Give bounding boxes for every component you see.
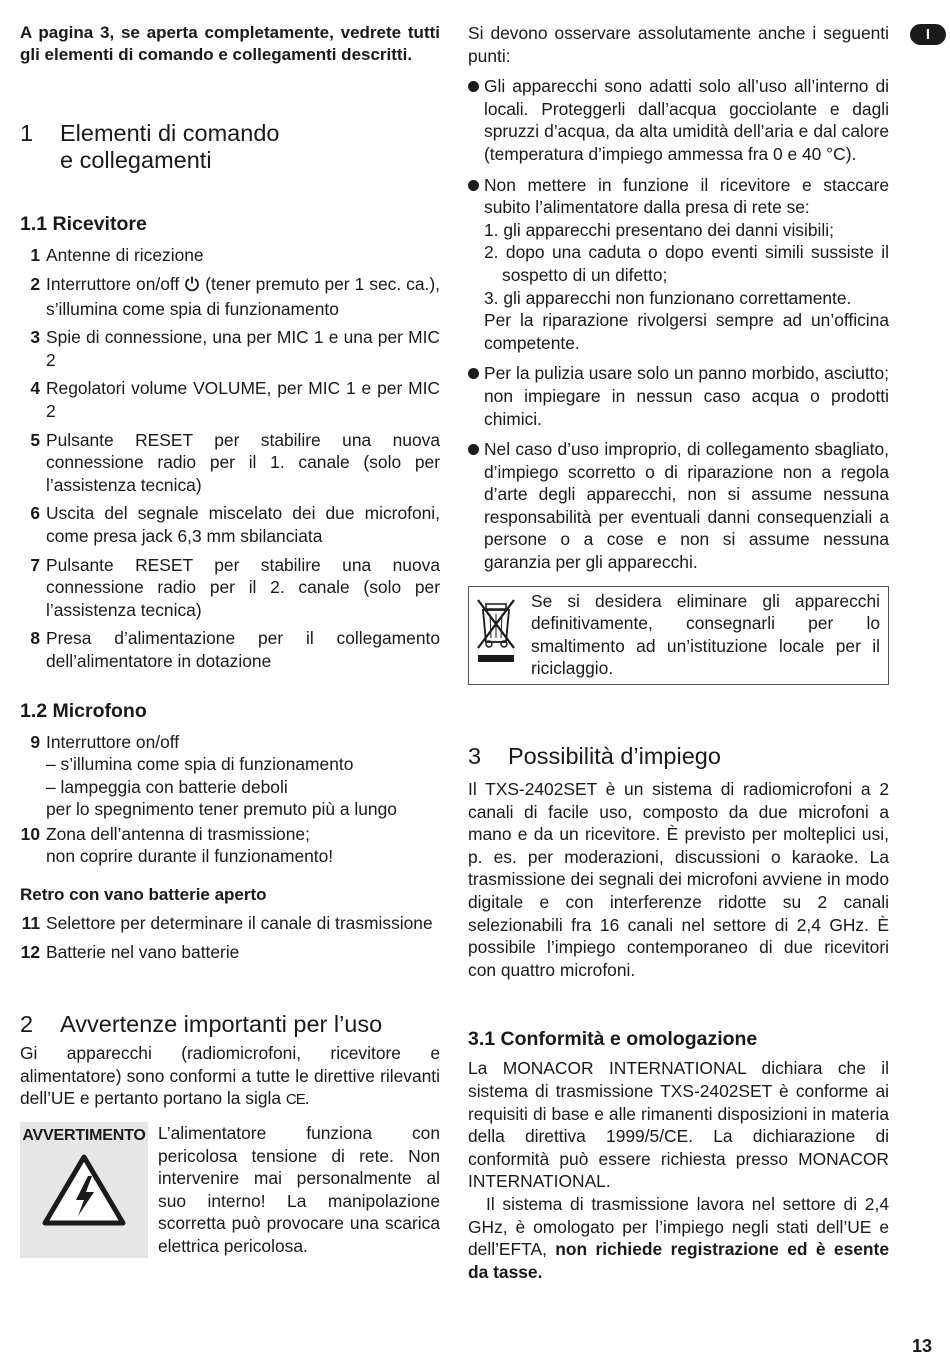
item-text: Selettore per determinare il canale di trasmissione <box>46 913 433 934</box>
item-text: per lo spegnimento tener premuto più a lungo <box>46 799 397 820</box>
bullet-sub-item: 2. dopo una caduta o dopo eventi simili sussiste il sospetto di un difetto; <box>484 242 889 285</box>
high-voltage-icon <box>20 1154 148 1231</box>
section-3-heading <box>468 743 889 770</box>
item-number: 9 <box>30 731 40 752</box>
intro-text: A pagina 3, se aperta completamente, vedrete tutti gli elementi di comando e collegamenti descritti. <box>20 23 440 65</box>
item-number: 11 <box>21 913 40 934</box>
section-title-line2: e collegamenti <box>60 147 212 174</box>
bullet-item <box>468 362 889 430</box>
item-number: 8 <box>30 628 40 649</box>
bullet-item <box>468 174 889 355</box>
item-text: Regolatori volume VOLUME, per MIC 1 e per MIC 2 <box>46 378 440 421</box>
section-3-paragraph: Il TXS-2402SET è un sistema di radiomicrofoni a 2 canali di facile uso, composto da due microfoni a mano e da un ricevitore. È previsto per molteplici usi, p. es. per moderazioni, discussioni o karaoke. La trasmissione dei segnali dei microfoni avviene in modo digitale e con interferenze ridotte su 2 canali selezionabili fra 16 canali nel settore di 2,4 GHz. È possibile l’impiego contemporaneo di due ricevitori con quattro microfoni. <box>468 779 889 980</box>
item-number: 10 <box>20 823 40 844</box>
warning-label: AVVERTIMENTO <box>22 1127 146 1145</box>
subsection-1-2-heading: 1.2 Microfono <box>20 699 147 722</box>
crossed-bin-icon <box>469 590 523 680</box>
list-item <box>20 244 440 267</box>
points-intro: Si devono osservare assolutamente anche i seguenti punti: <box>468 23 889 66</box>
item-text: Spie di connessione, una per MIC 1 e una per MIC 2 <box>46 327 440 370</box>
section-3-1-paragraph-2 <box>468 1193 889 1283</box>
list-item <box>20 912 440 935</box>
ce-mark: CE <box>285 1091 305 1109</box>
section-3-1-paragraph-1: La MONACOR INTERNATIONAL dichiara che il sistema di trasmissione TXS-2402SET è conforme ai requisiti di base e alle rimanenti disposizioni in materia della direttiva 1999/5/CE. La dichiarazione di conformità può essere richiesta presso MONACOR INTERNATIONAL. <box>468 1058 889 1192</box>
paragraph-text: Il sistema di trasmissione lavora nel settore di 2,4 GHz, è omologato per l’impiego negli stati dell’UE e dell’EFTA, <box>468 1193 889 1260</box>
left-column <box>20 22 440 1258</box>
subsection-3-1-heading: 3.1 Conformità e omologazione <box>468 1028 758 1051</box>
section-2-heading <box>20 1011 440 1038</box>
item-number: 12 <box>20 941 40 962</box>
list-item <box>20 502 440 547</box>
section-title-line1: Elementi di comando <box>60 120 280 147</box>
paragraph-end: . <box>304 1088 310 1109</box>
item-number: 3 <box>30 327 40 348</box>
section-title: Avvertenze importanti per l’uso <box>60 1011 383 1038</box>
section-1-heading <box>20 120 440 174</box>
bullet-text: Non mettere in funzione il ricevitore e staccare subito l’alimentatore dalla presa di rete se: <box>484 174 889 218</box>
weee-notice-box <box>468 586 889 685</box>
list-item <box>20 377 440 422</box>
section-2-paragraph <box>20 1042 440 1112</box>
item-number: 2 <box>30 274 40 294</box>
list-item <box>20 429 440 497</box>
warning-label-panel <box>20 1122 148 1258</box>
bullet-dot <box>468 368 479 379</box>
item-text: Batterie nel vano batterie <box>46 941 240 962</box>
bullet-text: Per la pulizia usare solo un panno morbido, asciutto; non impiegare in nessun caso acqua o prodotti chimici. <box>484 363 889 429</box>
warning-text: L’alimentatore funziona con pericolosa tensione di rete. Non intervenire mai personalmente al suo interno! La manipolazione scorretta può provocare una scarica elettrica pericolosa. <box>158 1123 440 1256</box>
paragraph-bold-text: non richiede registrazione ed è esente da tasse. <box>468 1239 889 1282</box>
power-icon <box>184 275 200 298</box>
page-number: 13 <box>912 1336 933 1356</box>
list-item <box>20 627 440 672</box>
item-text: Pulsante RESET per stabilire una nuova connessione radio per il 1. canale (solo per l’assistenza tecnica) <box>46 429 440 495</box>
item-text: Antenne di ricezione <box>46 245 204 266</box>
list-item <box>20 823 440 868</box>
paragraph-text: Gi apparecchi (radiomicrofoni, ricevitore e alimentatore) sono conformi a tutte le direttive rilevanti dell’UE e pertanto portano la sigla <box>20 1043 440 1109</box>
section-number: 1 <box>20 120 34 147</box>
weee-text: Se si desidera eliminare gli apparecchi definitivamente, consegnarli per lo smaltimento ad un’istituzione locale per il riciclaggio. <box>531 590 880 679</box>
item-text: non coprire durante il funzionamento! <box>46 846 334 867</box>
list-item <box>20 554 440 622</box>
list-item <box>20 326 440 371</box>
item-text: Uscita del segnale miscelato dei due microfoni, come presa jack 6,3 mm sbilanciata <box>46 503 440 546</box>
language-badge: I <box>910 24 946 45</box>
subsection-1-1-heading: 1.1 Ricevitore <box>20 213 147 236</box>
bullet-text: Gli apparecchi sono adatti solo all’uso all’interno di locali. Proteggerli dall’acqua gocciolante e dagli spruzzi d’acqua, da alta umidità dell’aria e dal calore (temperatura d’impiego ammessa fra 0 e 40 °C). <box>484 76 889 164</box>
right-column <box>468 22 889 1283</box>
item-text: – lampeggia con batterie deboli <box>46 776 288 797</box>
bullet-sub-item: 1. gli apparecchi presentano dei danni visibili; <box>484 219 834 240</box>
item-text: Presa d’alimentazione per il collegamento dell’alimentatore in dotazione <box>46 628 440 671</box>
item-number: 1 <box>30 245 40 266</box>
item-text: (tener premuto per 1 sec. ca.), s’illumina come spia di funzionamento <box>46 274 440 319</box>
retro-heading: Retro con vano batterie aperto <box>20 885 267 905</box>
item-text: Zona dell’antenna di trasmissione; <box>46 823 310 844</box>
item-number: 6 <box>30 503 40 524</box>
bullet-text: Nel caso d’uso improprio, di collegamento sbagliato, d’impiego scorretto o di riparazione non a regola d’arte degli apparecchi, non si assume nessuna responsabilità per eventuali danni consequenziali a persone o a cose e non si assume nessuna garanzia per gli apparecchi. <box>484 439 889 573</box>
section-number: 3 <box>468 743 482 770</box>
item-text: Pulsante RESET per stabilire una nuova connessione radio per il 2. canale (solo per l’assistenza tecnica) <box>46 554 440 620</box>
item-number: 4 <box>30 378 40 399</box>
bullet-dot <box>468 444 479 455</box>
item-text: Interruttore on/off <box>46 731 180 752</box>
list-item <box>20 731 440 821</box>
item-number: 7 <box>30 554 40 575</box>
section-number: 2 <box>20 1011 34 1038</box>
section-title: Possibilità d’impiego <box>508 743 721 770</box>
bullet-dot <box>468 180 479 191</box>
list-item <box>20 273 440 320</box>
item-number: 5 <box>30 429 40 450</box>
bullet-sub-item: 3. gli apparecchi non funzionano correttamente. <box>484 287 852 308</box>
bullet-item <box>468 438 889 574</box>
bullet-dot <box>468 81 479 92</box>
item-text: – s’illumina come spia di funzionamento <box>46 754 354 775</box>
item-text: Interruttore on/off <box>46 274 180 294</box>
list-item <box>20 941 440 964</box>
bullet-text: Per la riparazione rivolgersi sempre ad un’officina competente. <box>484 310 889 353</box>
warning-block <box>20 1122 440 1258</box>
bullet-item <box>468 75 889 165</box>
